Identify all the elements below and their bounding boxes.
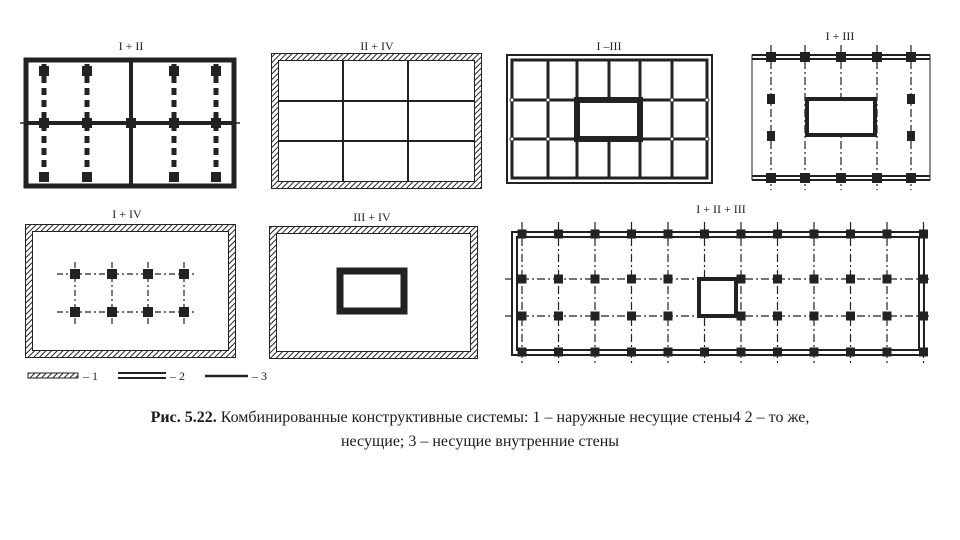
panel-7-column bbox=[700, 348, 709, 357]
panel-2 bbox=[272, 39, 482, 189]
panel-6-title: III + IV bbox=[353, 210, 391, 224]
panel-7-column bbox=[554, 312, 563, 321]
panel-7-core bbox=[699, 279, 736, 316]
panel-7-column bbox=[773, 275, 782, 284]
panel-1-title: I + II bbox=[118, 39, 144, 53]
panel-7-column bbox=[883, 230, 892, 239]
panel-3 bbox=[507, 39, 712, 183]
panel-7-column bbox=[846, 348, 855, 357]
panel-7-column bbox=[664, 230, 673, 239]
panel-2-outer-wall bbox=[275, 57, 478, 185]
panel-7-column bbox=[518, 348, 527, 357]
panel-4-core bbox=[807, 99, 875, 135]
panel-7-column bbox=[773, 348, 782, 357]
figure-caption bbox=[0, 406, 960, 454]
panel-7-column bbox=[810, 230, 819, 239]
panel-7-column bbox=[554, 230, 563, 239]
legend-label-1: – 1 bbox=[83, 369, 98, 383]
panel-7 bbox=[505, 202, 930, 366]
panel-7-column bbox=[664, 275, 673, 284]
panel-5-columns bbox=[70, 269, 189, 317]
panel-5-outer-wall bbox=[29, 228, 232, 354]
panel-7-column bbox=[919, 312, 928, 321]
panel-7-column bbox=[737, 230, 746, 239]
panel-7-column bbox=[919, 348, 928, 357]
legend bbox=[28, 369, 267, 383]
panel-7-column bbox=[627, 348, 636, 357]
panel-7-column bbox=[919, 230, 928, 239]
panel-1 bbox=[20, 39, 240, 186]
caption-line-1 bbox=[0, 406, 960, 430]
panel-7-column bbox=[846, 230, 855, 239]
panel-7-column bbox=[700, 230, 709, 239]
panel-7-column bbox=[846, 312, 855, 321]
panel-6-core bbox=[340, 271, 404, 311]
panel-7-column bbox=[773, 230, 782, 239]
panel-7-column bbox=[810, 348, 819, 357]
panel-7-column bbox=[737, 348, 746, 357]
panel-5 bbox=[26, 207, 236, 358]
panel-7-column bbox=[846, 275, 855, 284]
panel-7-column bbox=[554, 275, 563, 284]
legend-item-2 bbox=[118, 369, 185, 383]
panel-7-column bbox=[883, 348, 892, 357]
panel-7-column bbox=[591, 275, 600, 284]
panel-7-column bbox=[810, 275, 819, 284]
panel-7-column bbox=[810, 312, 819, 321]
legend-swatch-hatched-wall bbox=[28, 373, 78, 378]
panel-7-column bbox=[591, 348, 600, 357]
panel-2-title: II + IV bbox=[360, 39, 394, 53]
legend-label-2: – 2 bbox=[170, 369, 185, 383]
panel-7-column bbox=[664, 348, 673, 357]
legend-label-3: – 3 bbox=[252, 369, 267, 383]
panel-7-column bbox=[883, 312, 892, 321]
panel-4-title: I + III bbox=[825, 29, 855, 43]
panel-3-title: I –III bbox=[596, 39, 622, 53]
caption-label: Рис. 5.22. bbox=[150, 409, 217, 426]
panel-7-column bbox=[919, 275, 928, 284]
panel-4 bbox=[752, 29, 930, 190]
panel-7-column bbox=[627, 275, 636, 284]
panel-6 bbox=[270, 210, 478, 359]
panel-7-column bbox=[627, 230, 636, 239]
caption-line-2: несущие; 3 – несущие внутренние стены bbox=[340, 433, 620, 450]
panel-7-column bbox=[627, 312, 636, 321]
panel-7-column bbox=[518, 275, 527, 284]
panel-7-column bbox=[554, 348, 563, 357]
panel-7-column bbox=[518, 230, 527, 239]
panel-3-core bbox=[577, 100, 640, 139]
panel-2-inner-walls bbox=[279, 61, 474, 181]
legend-item-3 bbox=[205, 369, 267, 383]
panel-7-column bbox=[591, 312, 600, 321]
panel-7-column bbox=[518, 312, 527, 321]
panel-7-title: I + II + III bbox=[696, 202, 746, 216]
panel-7-column bbox=[591, 230, 600, 239]
panel-7-column bbox=[664, 312, 673, 321]
panel-5-title: I + IV bbox=[112, 207, 142, 221]
legend-item-1 bbox=[28, 369, 98, 383]
panel-7-column bbox=[883, 275, 892, 284]
panel-7-column bbox=[773, 312, 782, 321]
caption-text-1: Комбинированные конструктивные системы: 1 – наружные несущие стены4 2 – то же, bbox=[216, 409, 810, 426]
